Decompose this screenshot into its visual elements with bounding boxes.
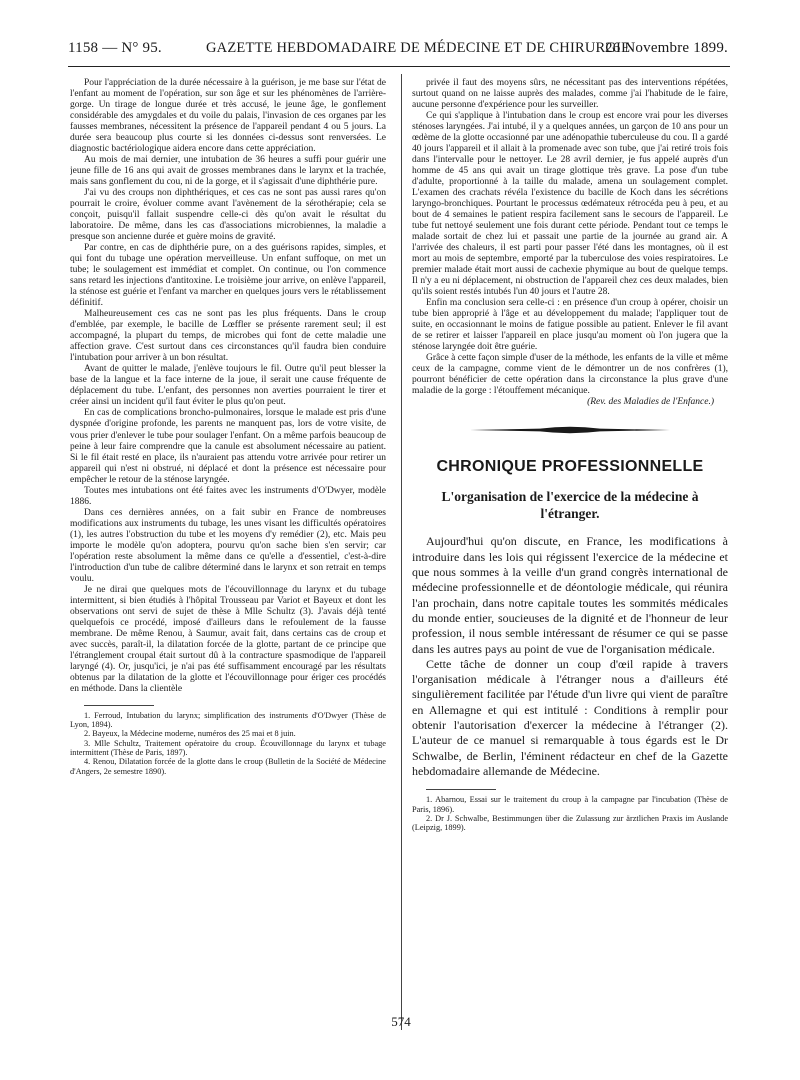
article-title: L'organisation de l'exercice de la médecine à l'étranger. [441, 489, 699, 522]
paragraph: privée il faut des moyens sûrs, ne nécessitant pas des interventions répétées, surtout quand on ne laisse auprès des malades, comme j'ai l'habitude de le faire, aucune personne d'expérience pour les surveiller. [412, 78, 728, 111]
footnote: 1. Abarnou, Essai sur le traitement du croup à la campagne par l'incubation (Thèse de Paris, 1896). [412, 795, 728, 814]
paragraph: Ce qui s'applique à l'intubation dans le croup est encore vrai pour les diverses sténoses laryngées. J'ai intubé, il y a quelques années, un garçon de 10 ans pour un œdème de la glotte occasionné par une adénopathie tuberculeuse du cou. Il a gardé 40 jours l'appareil et il allait à la promenade avec son tube, que j'ai retiré trois fois dans l'intervalle pour le nettoyer. Le 28 avril dernier, je fus appelé auprès d'un homme de 45 ans qui avait un tirage glottique très grave. La pose d'un tube d'adulte, proportionné à la taille du malade, amena un soulagement complet. L'examen des crachats révéla l'existence du bacille de Koch dans les sécrétions laryngo-bronchiques. Pourtant le processus œdémateux rétrocéda peu à peu, et au bout de 4 semaines le patient respira facilement sans le secours de l'appareil. Le tube fut nettoyé seulement une fois durant cette période. Pendant tout ce temps le malade sortait de chez lui et passait une partie de la journée au grand air. A l'arrivée des chaleurs, il est parti pour passer l'été dans les montagnes, où il est mort au mois de septembre, emporté par la tuberculose des voies respiratoires. Le premier malade était mort aussi de cachexie phymique au bout de quelque temps. Il n'y a eu ni déplacement, ni obstruction de l'appareil chez ces deux malades, bien qu'ils soient restés intubés l'un 40 jours et l'autre 28. [412, 111, 728, 298]
page-number: 574 [391, 1014, 411, 1029]
paragraph: Dans ces dernières années, on a fait subir en France de nombreuses modifications aux instruments du tubage, les unes visant les difficultés opératoires (1), les autres l'obstruction du tube et les moyens d'y remédier (2), etc. Mais peu importe le modèle qu'on adoptera, pourvu qu'on sache bien s'en servir; car l'opération reste absolument la même dans ce qu'elle a d'essentiel, c'est-à-dire l'introduction d'un tube de calibre déterminé dans le larynx et son retrait en temps voulu. [70, 507, 386, 584]
issue-date: 26 Novembre 1899. [605, 40, 728, 56]
journal-title: GAZETTE HEBDOMADAIRE DE MÉDECINE ET DE CHIRURGIE [206, 40, 631, 56]
article-paragraph: Cette tâche de donner un coup d'œil rapide à travers l'organisation médicale à l'étranger nous a d'ailleurs été singulièrement facilitée par l'étude d'un livre qui vient de paraître en Allemagne et qui est intitulé : Conditions à remplir pour obtenir l'autorisation d'exercer la médecine à l'étranger (2). L'auteur de ce manuel si remarquable à tous égards est le Dr Schwalbe, de Berlin, l'éminent rédacteur en chef de la Gazette hebdomadaire allemande de Médecine. [412, 656, 728, 778]
issue-reference: 1158 — N° 95. [68, 40, 162, 56]
footnote-separator [84, 705, 154, 706]
column-divider [401, 74, 402, 1030]
left-column [70, 78, 386, 1028]
paragraph: Par contre, en cas de diphthérie pure, on a des guérisons rapides, simples, et qui font du tubage une opération merveilleuse. Un enfant suffoque, on met un tube; le soulagement est immédiat et complet. On continue, ou l'on commence sans retard les injections d'antitoxine. Le troisième jour arrive, on enlève l'appareil, la sténose est guérie et l'enfant va marcher en quelques jours vers le rétablissement définitif. [70, 243, 386, 309]
footnote: 4. Renou, Dilatation forcée de la glotte dans le croup (Bulletin de la Société de Médecine d'Angers, 2e semestre 1890). [70, 757, 386, 776]
paragraph: Je ne dirai que quelques mots de l'écouvillonnage du larynx et du tubage intermittent, si bien étudiés à l'hôpital Trousseau par Variot et Bayeux et dont les observations ont servi de sujet de thèse à Mlle Schultz (3). J'avais déjà tenté quelquefois ce procédé, imposé d'ailleurs dans le refoulement de la fausse membrane. De même Renou, à Saumur, avait fait, dans certains cas de croup et avec succès, paraît-il, la dilatation forcée de la glotte, partant de ce principe que l'étranglement croupal était surtout dû à la contracture spasmodique de l'appareil laryngé (4). Or, jusqu'ici, je n'ai pas été suffisamment encouragé par les résultats obtenus par la dilatation de la glotte et l'écouvillonnage pour ériger ces procédés en méthode. Dans la clientèle [70, 584, 386, 694]
paragraph: Avant de quitter le malade, j'enlève toujours le fil. Outre qu'il peut blesser la base de la langue et la face interne de la joue, il serait une cause fréquente de déplacement du tube. L'enfant, des personnes non averties pourraient le tirer et créer ainsi un incident qu'il faut éviter le plus qu'on peut. [70, 364, 386, 408]
paragraph: Malheureusement ces cas ne sont pas les plus fréquents. Dans le croup d'emblée, par exemple, le bacille de Lœffler se présente rarement seul; il est accompagné, la plupart du temps, de microbes qui font de cette maladie une affection grave. C'est surtout dans ces circonstances qu'il faudra bien conduire l'intubation pour arriver à un bon résultat. [70, 309, 386, 364]
footnote-separator [426, 789, 496, 790]
paragraph: En cas de complications broncho-pulmonaires, lorsque le malade est pris d'une dyspnée d'origine profonde, les parents ne manquent pas, lors de votre visite, de vous prier d'enlever le tube pour soulager l'enfant. On a même parfois beaucoup de peine à leur faire comprendre que la canule est absolument nécessaire au patient. Si le fil était resté en place, ils n'auraient pas attendu votre arrivée pour retirer un appareil qui n'est ni obstrué, ni déplacé et dont la présence est nécessaire pour empêcher le retour de la sténose laryngée. [70, 408, 386, 485]
footnote: 2. Bayeux, la Médecine moderne, numéros des 25 mai et 8 juin. [84, 729, 296, 739]
paragraph: Enfin ma conclusion sera celle-ci : en présence d'un croup à opérer, choisir un tube bien approprié à l'âge et au développement du malade; l'appliquer tout de suite, en occasionnant le moins de fatigue possible au patient. Enlever le fil avant de se retirer et laisser l'appareil en place jusqu'au moment où l'on jugera que la sténose laryngée doit être guérie. [412, 298, 728, 353]
paragraph: Grâce à cette façon simple d'user de la méthode, les enfants de la ville et même ceux de la campagne, comme vient de le démontrer un de nos confrères (1), pourront bénéficier de cette opération dans la circonstance la plus grave d'une maladie de la gorge : l'étouffement mécanique. [412, 353, 728, 397]
article-paragraph: Aujourd'hui qu'on discute, en France, les modifications à introduire dans les lois qui régissent l'exercice de la médecine et que nous sommes à la veille d'un grand congrès international de médecine professionnelle et de déontologie médicale, qui réunira l'an prochain, dans notre capitale toutes les sommités médicales du monde entier, soucieuses de la dignité et de l'honneur de leur profession, il nous semble intéressant de résumer ce qui se passe dans les autres pays au point de vue de l'organisation médicale. [412, 534, 728, 656]
ornament-rule-icon [470, 425, 670, 435]
page-header [68, 40, 728, 66]
header-rule [68, 66, 730, 67]
paragraph: J'ai vu des croups non diphthériques, et ces cas ne sont pas aussi rares qu'on pourrait le croire, évoluer comme avant l'avènement de la sérothérapie; cela se conçoit, puisqu'il fallait suspendre celle-ci dès qu'on avait le résultat du laboratoire. De même, dans les cas d'associations microbiennes, la maladie a presque son ancienne durée et guère moins de gravité. [70, 188, 386, 243]
section-title: CHRONIQUE PROFESSIONNELLE [436, 458, 704, 476]
paragraph: Pour l'appréciation de la durée nécessaire à la guérison, je me base sur l'état de l'enfant au moment de l'opération, sur son âge et sur les phénomènes de l'arrière-gorge. Un tirage de longue durée et très accusé, le jeune âge, le gonflement considérable des amygdales et du voile du palais, l'invasion de ces organes par les fausses membranes, nécessitent la présence de l'appareil pendant 4 ou 5 jours. La durée sera beaucoup plus courte si les données ci-dessus sont renversées. Le diagnostic bactériologique aidera encore dans cette appréciation. [70, 78, 386, 155]
right-column [412, 78, 728, 1044]
footnote: 2. Dr J. Schwalbe, Bestimmungen über die Zulassung zur ärztlichen Praxis im Auslande (Leipzig, 1899). [412, 813, 728, 833]
article-body [412, 534, 728, 832]
source-citation: (Rev. des Maladies de l'Enfance.) [587, 397, 714, 408]
paragraph: Au mois de mai dernier, une intubation de 36 heures a suffi pour guérir une jeune fille de 16 ans qui avait de grosses membranes dans le larynx et la trachée, mais sans gonflement du cou, ni de la gorge, et il s'agissait d'une diphthérie pure. [70, 155, 386, 188]
footnote: 1. Ferroud, Intubation du larynx; simplification des instruments d'O'Dwyer (Thèse de Lyon, 1894). [70, 710, 386, 730]
paragraph: Toutes mes intubations ont été faites avec les instruments d'O'Dwyer, modèle 1886. [70, 485, 386, 507]
footnote: 3. Mlle Schultz, Traitement opératoire du croup. Écouvillonnage du larynx et tubage intermittent (Thèse de Paris, 1897). [70, 738, 386, 758]
